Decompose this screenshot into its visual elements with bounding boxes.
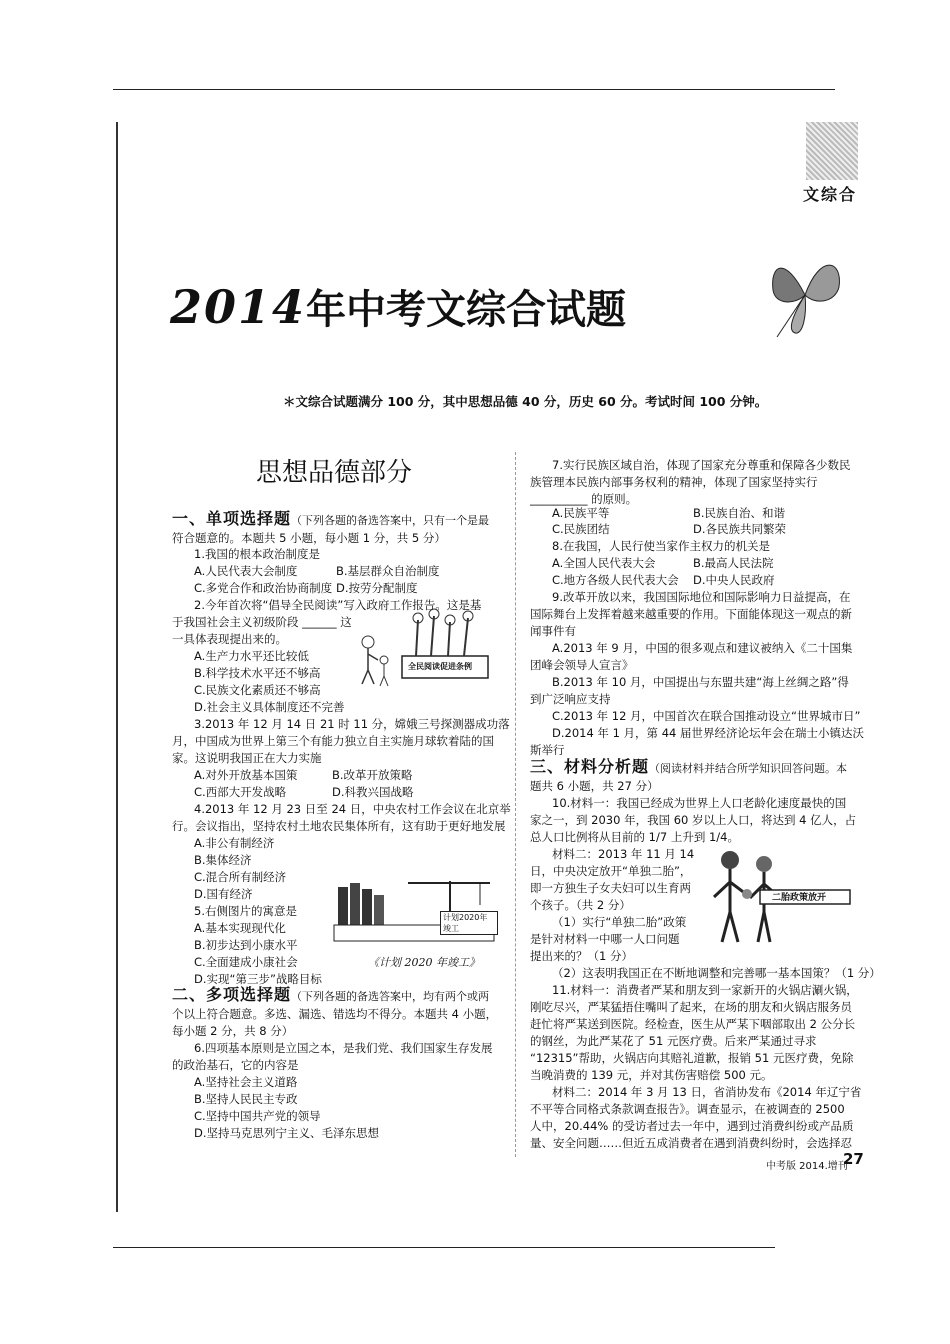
journal-label: 中考版 2014.增刊: [766, 1161, 848, 1172]
q1-option-a: A.人民代表大会制度: [194, 564, 298, 578]
q9-option-a-1: A.2013 年 9 月，中国的很多观点和建议被纳入《二十国集: [552, 641, 853, 655]
q1-option-b: B.基层群众自治制度: [336, 564, 440, 578]
q10-material-1-line-3: 总人口比例将从目前的 1/7 上升到 1/4。: [530, 830, 739, 844]
q2-image-label: 全民阅读促进条例: [408, 662, 472, 671]
q11-line-1: 11.材料一：消费者严某和朋友到一家新开的火锅店涮火锅，: [552, 983, 858, 997]
section-2-desc: （下列各题的备选答案中，均有两个或两: [291, 990, 490, 1003]
q6-stem-1: 6.四项基本原则是立国之本，是我们党、我们国家生存发展: [194, 1041, 493, 1055]
q9-option-d-2: 斯举行: [530, 743, 565, 757]
q2-option-b: B.科学技术水平还不够高: [194, 666, 321, 680]
section-3-desc: （阅读材料并结合所学知识回答问题。本: [649, 762, 848, 775]
q7-option-c: C.民族团结: [552, 522, 610, 536]
q10-material-2-line-3: 即一方独生子女夫妇可以生育两: [530, 881, 691, 895]
q5-illustration: [330, 875, 498, 950]
page-title: [170, 278, 626, 348]
q3-option-b: B.改革开放策略: [332, 768, 413, 782]
q9-option-b-2: 到广泛响应支持: [530, 692, 611, 706]
q4-option-b: B.集体经济: [194, 853, 252, 867]
q9-option-b-1: B.2013 年 10 月，中国提出与东盟共建“海上丝绸之路”得: [552, 675, 849, 689]
q3-option-d: D.科教兴国战略: [332, 785, 414, 799]
q5-image-tag: 计划2020年竣工: [440, 911, 498, 935]
section-3-desc-2: 题共 6 小题，共 27 分）: [530, 779, 659, 793]
q3-stem-2: 月，中国成为世界上第三个有能力独立自主实施月球软着陆的国: [172, 734, 494, 748]
q7-stem-1: 7.实行民族区域自治，体现了国家充分尊重和保障各少数民: [552, 458, 851, 472]
q11-line-2: 刚吃尽兴，严某猛捂住嘴叫了起来，在场的朋友和火锅店服务员: [530, 1000, 852, 1014]
q1-stem: 1.我国的根本政治制度是: [194, 547, 320, 561]
q7-stem-2: 族管理本民族内部事务权利的精神，体现了国家坚持实行: [530, 475, 818, 489]
bottom-rule: [113, 1247, 775, 1248]
q8-option-a: A.全国人民代表大会: [552, 556, 656, 570]
q10-part-1-line-1: （1）实行“单独二胎”政策: [552, 915, 687, 929]
q7-stem-3: __________ 的原则。: [530, 492, 638, 506]
corner-texture: [806, 122, 858, 180]
top-rule: [113, 89, 835, 90]
q2-stem-1: 2.今年首次将“倡导全民阅读”写入政府工作报告。这是基: [194, 598, 482, 612]
q8-option-b: B.最高人民法院: [693, 556, 774, 570]
q11-line-10: 量、安全问题……但近五成消费者在遇到消费纠纷时，会选择忍: [530, 1136, 852, 1150]
q10-part-2: （2）这表明我国正在不断地调整和完善哪一基本国策？（1 分）: [552, 966, 881, 980]
section-3-title: 三、材料分析题: [530, 757, 650, 776]
q4-option-d: D.国有经济: [194, 887, 253, 901]
subtitle: ＊文综合试题满分 100 分，其中思想品德 40 分，历史 60 分。考试时间 100 分钟。: [283, 394, 768, 409]
column-divider: [515, 452, 516, 1157]
q4-option-a: A.非公有制经济: [194, 836, 275, 850]
q10-illustration: [708, 842, 858, 952]
page-number: 27: [843, 1150, 864, 1168]
q6-option-b: B.坚持人民民主专政: [194, 1092, 298, 1106]
q10-part-1-line-3: 提出来的？（1 分）: [530, 949, 633, 963]
q5-image-caption: 《计划 2020 年竣工》: [368, 956, 480, 969]
q9-stem-3: 闻事件有: [530, 624, 576, 638]
section-1-desc-2: 符合题意的。本题共 5 小题，每小题 1 分，共 5 分）: [172, 531, 446, 545]
q5-option-c: C.全面建成小康社会: [194, 955, 298, 969]
q10-material-1-line-1: 10.材料一：我国已经成为世界上人口老龄化速度最快的国: [552, 796, 847, 810]
part-title: 思想品德部分: [256, 458, 413, 488]
q2-option-a: A.生产力水平还比较低: [194, 649, 309, 663]
q11-line-4: 的钢丝，为此严某花了 51 元医疗费。后来严某通过寻求: [530, 1034, 817, 1048]
section-1-desc: （下列各题的备选答案中，只有一个是最: [291, 514, 490, 527]
section-2-desc-3: 每小题 2 分，共 8 分）: [172, 1024, 294, 1038]
q10-material-2-line-4: 个孩子。（共 2 分）: [530, 898, 631, 912]
q9-option-a-2: 团峰会领导人宣言》: [530, 658, 634, 672]
q2-stem-2: 于我国社会主义初级阶段 ______ 这: [172, 615, 352, 629]
q9-stem-2: 国际舞台上发挥着越来越重要的作用。下面能体现这一观点的新: [530, 607, 852, 621]
q5-option-b: B.初步达到小康水平: [194, 938, 298, 952]
q6-option-a: A.坚持社会主义道路: [194, 1075, 298, 1089]
q2-stem-3: 一具体表现提出来的。: [172, 632, 287, 646]
q4-stem-2: 行。会议指出，坚持农村土地农民集体所有，这有助于更好地发展: [172, 819, 506, 833]
q5-option-a: A.基本实现现代化: [194, 921, 286, 935]
q8-stem: 8.在我国，人民行使当家作主权力的机关是: [552, 539, 770, 553]
corner-label: 文综合: [803, 185, 858, 204]
q2-option-d: D.社会主义具体制度还不完善: [194, 700, 345, 714]
q9-stem-1: 9.改革开放以来，我国国际地位和国际影响力日益提高，在: [552, 590, 851, 604]
title-year: 2014: [170, 280, 307, 334]
q5-stem: 5.右侧图片的寓意是: [194, 904, 297, 918]
q11-line-7: 材料二：2014 年 3 月 13 日，省消协发布《2014 年辽宁省: [552, 1085, 862, 1099]
q7-option-b: B.民族自治、和谐: [693, 506, 786, 520]
q10-part-1-line-2: 是针对材料一中哪一人口问题: [530, 932, 680, 946]
q4-stem-1: 4.2013 年 12 月 23 日至 24 日，中央农村工作会议在北京举: [194, 802, 511, 816]
q11-line-9: 人中，20.44% 的受访者过去一年中，遇到过消费纠纷或产品质: [530, 1119, 854, 1133]
q10-material-2-line-2: 日，中央决定放开“单独二胎”，: [530, 864, 692, 878]
q3-option-c: C.西部大开发战略: [194, 785, 287, 799]
section-2-title: 二、多项选择题: [172, 985, 292, 1004]
section-1-title: 一、单项选择题: [172, 509, 292, 528]
q3-stem-3: 家。这说明我国正在大力实施: [172, 751, 322, 765]
q6-stem-2: 的政治基石，它的内容是: [172, 1058, 299, 1072]
q10-material-1-line-2: 家之一，到 2030 年，我国 60 岁以上人口，将达到 4 亿人，占: [530, 813, 857, 827]
q8-option-d: D.中央人民政府: [693, 573, 775, 587]
q2-option-c: C.民族文化素质还不够高: [194, 683, 321, 697]
title-text: 年中考文综合试题: [306, 287, 627, 333]
butterfly-decoration: [765, 245, 845, 340]
section-3-heading: [530, 758, 847, 777]
section-1-heading: [172, 510, 489, 529]
section-2-desc-2: 个以上符合题意。多选、漏选、错选均不得分。本题共 4 小题，: [172, 1007, 498, 1021]
q1-option-d: D.按劳分配制度: [336, 581, 418, 595]
q10-image-label: 二胎政策放开: [772, 893, 827, 903]
q4-option-c: C.混合所有制经济: [194, 870, 287, 884]
q11-line-6: 当晚消费的 139 元，并对其伤害赔偿 500 元。: [530, 1068, 773, 1082]
q11-line-8: 不平等合同格式条款调查报告》。调查显示，在被调查的 2500: [530, 1102, 845, 1116]
q1-option-c: C.多党合作和政治协商制度: [194, 581, 333, 595]
q6-option-d: D.坚持马克思列宁主义、毛泽东思想: [194, 1126, 380, 1140]
q5-option-d: D.实现“第三步”战略目标: [194, 972, 322, 986]
q7-option-d: D.各民族共同繁荣: [693, 522, 787, 536]
q3-option-a: A.对外开放基本国策: [194, 768, 298, 782]
section-2-heading: [172, 986, 489, 1005]
q6-option-c: C.坚持中国共产党的领导: [194, 1109, 321, 1123]
left-binding-line: [116, 122, 118, 1212]
q11-line-3: 赶忙将严某送到医院。经检查，医生从严某下咽部取出 2 公分长: [530, 1017, 856, 1031]
q8-option-c: C.地方各级人民代表大会: [552, 573, 679, 587]
q2-illustration: [356, 608, 494, 688]
q11-line-5: “12315”帮助，火锅店向其赔礼道歉，报销 51 元医疗费，免除: [530, 1051, 854, 1065]
q7-option-a: A.民族平等: [552, 506, 610, 520]
q9-option-d-1: D.2014 年 1 月，第 44 届世界经济论坛年会在瑞士小镇达沃: [552, 726, 865, 740]
q10-material-2-line-1: 材料二：2013 年 11 月 14: [552, 847, 695, 861]
q3-stem-1: 3.2013 年 12 月 14 日 21 时 11 分，嫦娥三号探测器成功落: [194, 717, 510, 731]
q9-option-c: C.2013 年 12 月，中国首次在联合国推动设立“世界城市日”: [552, 709, 861, 723]
